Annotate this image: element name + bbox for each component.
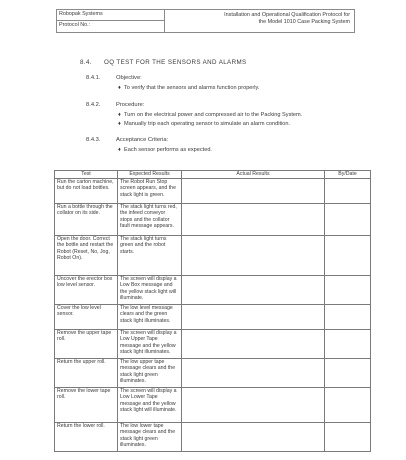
- protocol-number: Protocol No.:: [59, 22, 91, 28]
- actual-results-cell[interactable]: [182, 423, 325, 452]
- by-date-cell[interactable]: [325, 204, 371, 236]
- expected-cell: The low upper tape message clears and the stack light green illuminates.: [118, 359, 182, 388]
- test-cell: Run a bottle through the collator on its side.: [55, 204, 118, 236]
- table-row: [55, 423, 371, 452]
- actual-results-cell[interactable]: [182, 330, 325, 359]
- actual-results-cell[interactable]: [182, 276, 325, 305]
- by-date-cell[interactable]: [325, 276, 371, 305]
- header-title: [165, 10, 354, 32]
- actual-results-cell[interactable]: [182, 236, 325, 276]
- actual-results-cell[interactable]: [182, 388, 325, 423]
- section-heading: [80, 59, 247, 66]
- expected-cell: The Robot Run Stop screen appears, and the stack light is green.: [118, 179, 182, 204]
- bullet-text: Each sensor performs as expected.: [124, 147, 212, 153]
- by-date-cell[interactable]: [325, 305, 371, 330]
- table-row: [55, 236, 371, 276]
- bullet-icon: ♦: [118, 85, 121, 91]
- objective-bullet: [118, 85, 259, 91]
- header-expected: Expected Results: [118, 171, 182, 179]
- by-date-cell[interactable]: [325, 423, 371, 452]
- test-cell: Open the door. Correct the bottle and restart the Robot (Reset, No, Jog, Robot On).: [55, 236, 118, 276]
- header-title-line2: the Model 1010 Case Packing System: [258, 19, 350, 25]
- procedure-number: 8.4.2.: [86, 102, 101, 108]
- table-header-row: [55, 171, 371, 179]
- procedure-bullet-1: [118, 112, 302, 118]
- table-row: [55, 305, 371, 330]
- actual-results-cell[interactable]: [182, 359, 325, 388]
- header-left: [57, 10, 165, 32]
- actual-results-cell[interactable]: [182, 204, 325, 236]
- objective-number: 8.4.1.: [86, 75, 101, 81]
- bullet-icon: ♦: [118, 121, 121, 127]
- criteria-bullet: [118, 147, 212, 153]
- section-title: OQ TEST FOR THE SENSORS AND ALARMS: [104, 59, 247, 66]
- table-row: [55, 204, 371, 236]
- expected-cell: The low lower tape message clears and the stack light green illuminates.: [118, 423, 182, 452]
- header-test: Test: [55, 171, 118, 179]
- table-row: [55, 388, 371, 423]
- expected-cell: The stack light turns red, the infeed conveyor stops and the collator fault message appears.: [118, 204, 182, 236]
- expected-cell: The screen will display a Low Box message and the yellow stack light will illuminate.: [118, 276, 182, 305]
- expected-cell: The stack light turns green and the robot starts.: [118, 236, 182, 276]
- bullet-text: Turn on the electrical power and compressed air to the Packing System.: [124, 112, 303, 118]
- test-cell: Run the carton machine, but do not load bottles.: [55, 179, 118, 204]
- bullet-text: Manually trip each operating sensor to simulate an alarm condition.: [124, 121, 291, 127]
- test-cell: Return the upper roll.: [55, 359, 118, 388]
- by-date-cell[interactable]: [325, 179, 371, 204]
- bullet-icon: ♦: [118, 112, 121, 118]
- bullet-text: To verify that the sensors and alarms function properly.: [124, 85, 260, 91]
- table-row: [55, 359, 371, 388]
- actual-results-cell[interactable]: [182, 179, 325, 204]
- procedure-label: Procedure:: [116, 102, 145, 108]
- header-title-line1: Installation and Operational Qualification Protocol for: [224, 12, 350, 18]
- document-header: [56, 9, 355, 33]
- table-row: [55, 276, 371, 305]
- procedure-bullet-2: [118, 121, 290, 127]
- test-cell: Uncover the erector box low level sensor.: [55, 276, 118, 305]
- criteria-number: 8.4.3.: [86, 137, 101, 143]
- section-number: 8.4.: [80, 59, 92, 66]
- criteria-heading: [86, 137, 168, 143]
- test-cell: Remove the lower tape roll.: [55, 388, 118, 423]
- table-row: [55, 179, 371, 204]
- header-by-date: By/Date: [325, 171, 371, 179]
- test-table: [54, 170, 371, 452]
- objective-label: Objective:: [116, 75, 142, 81]
- test-cell: Return the lower roll.: [55, 423, 118, 452]
- objective-heading: [86, 75, 142, 81]
- company-name: Robopak Systems: [57, 10, 164, 21]
- procedure-heading: [86, 102, 144, 108]
- criteria-label: Acceptance Criteria:: [116, 137, 169, 143]
- test-cell: Cover the low level sensor.: [55, 305, 118, 330]
- expected-cell: The screen will display a Low Lower Tape message and the yellow stack light will illuminate.: [118, 388, 182, 423]
- expected-cell: The low level message clears and the green stack light illuminates.: [118, 305, 182, 330]
- expected-cell: The screen will display a Low Upper Tape message and the yellow stack light illuminates.: [118, 330, 182, 359]
- actual-results-cell[interactable]: [182, 305, 325, 330]
- by-date-cell[interactable]: [325, 388, 371, 423]
- test-cell: Remove the upper tape roll.: [55, 330, 118, 359]
- bullet-icon: ♦: [118, 147, 121, 153]
- header-actual: Actual Results: [182, 171, 325, 179]
- by-date-cell[interactable]: [325, 236, 371, 276]
- table-row: [55, 330, 371, 359]
- by-date-cell[interactable]: [325, 330, 371, 359]
- by-date-cell[interactable]: [325, 359, 371, 388]
